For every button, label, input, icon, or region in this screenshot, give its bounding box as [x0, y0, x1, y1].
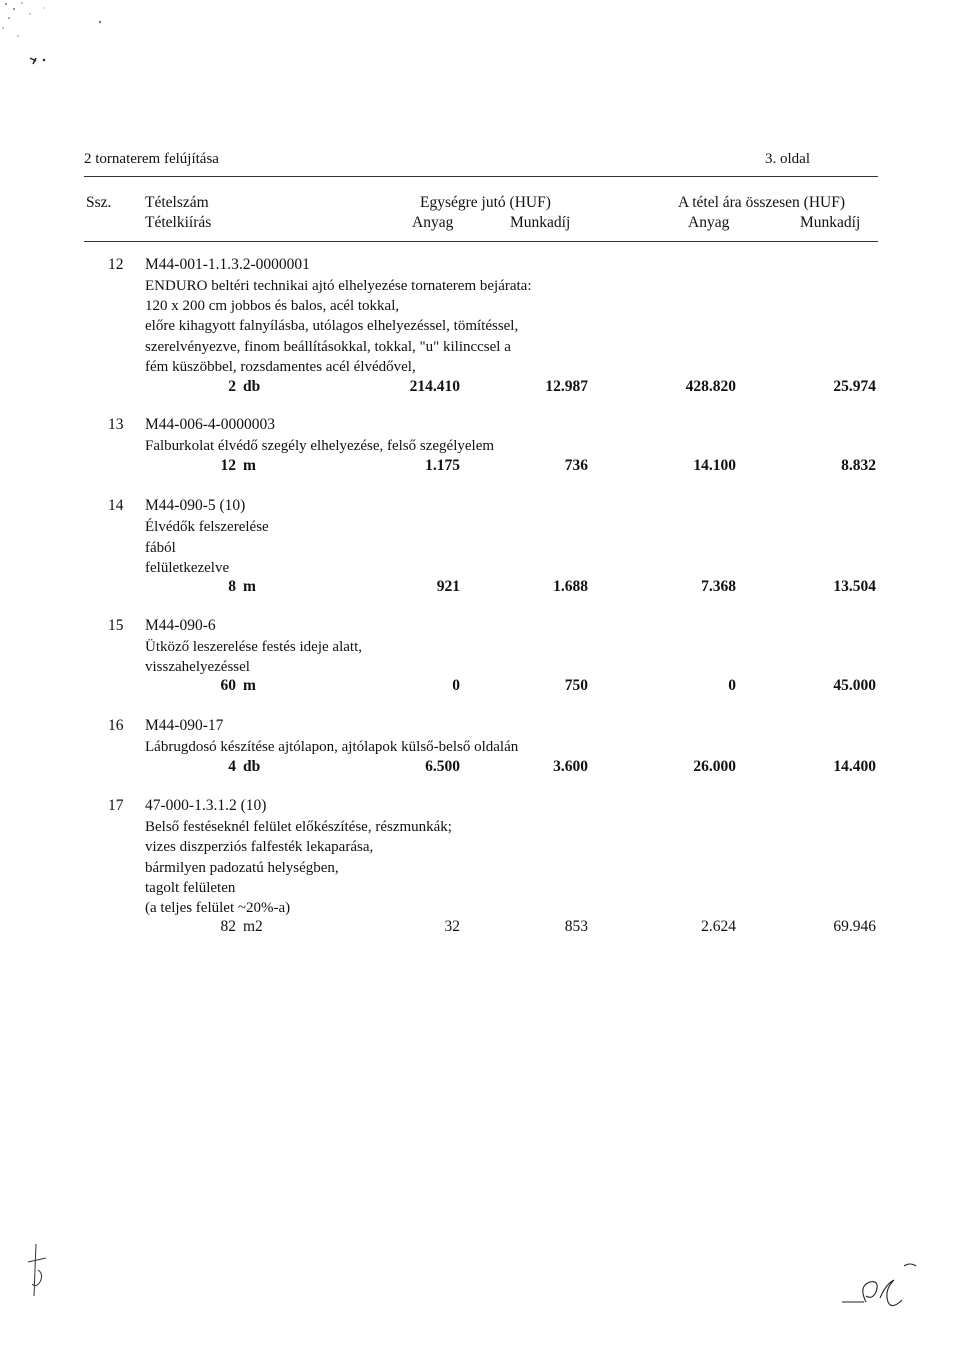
- unit-material-price: 214.410: [409, 378, 460, 395]
- total-material-price: 428.820: [685, 378, 736, 395]
- item-description-line: vizes diszperziós falfesték lekaparása,: [145, 839, 374, 855]
- item-description-line: bármilyen padozatú helységben,: [145, 860, 339, 876]
- col-header-total-material: Anyag: [688, 214, 730, 231]
- item-quantity: 8: [228, 578, 236, 595]
- total-labour-price: 69.946: [833, 918, 876, 935]
- col-header-total-labour: Munkadíj: [800, 214, 861, 231]
- unit-labour-price: 750: [564, 677, 588, 694]
- col-header-item-code: Tételszám: [145, 194, 209, 211]
- document-title: 2 tornaterem felújítása: [84, 151, 219, 167]
- item-description-line: tagolt felületen: [145, 880, 236, 896]
- column-header-rule: [84, 241, 878, 242]
- unit-material-price: 1.175: [425, 457, 460, 474]
- item-unit: m: [243, 457, 256, 474]
- item-code: M44-090-5 (10): [145, 497, 246, 514]
- item-unit: m: [243, 677, 256, 694]
- col-header-no: Ssz.: [86, 194, 112, 211]
- item-quantity: 82: [220, 918, 236, 935]
- item-number: 12: [108, 256, 124, 273]
- total-material-price: 0: [728, 677, 736, 694]
- total-labour-price: 25.974: [833, 378, 876, 395]
- unit-material-price: 32: [444, 918, 460, 935]
- item-description-line: felületkezelve: [145, 560, 230, 576]
- total-labour-price: 13.504: [833, 578, 876, 595]
- total-material-price: 2.624: [701, 918, 736, 935]
- item-description-line: ENDURO beltéri technikai ajtó elhelyezése tornaterem bejárata:: [145, 278, 532, 294]
- item-description-line: fából: [145, 540, 176, 556]
- col-header-total-price: A tétel ára összesen (HUF): [678, 194, 846, 211]
- scan-artifact-top-left: [0, 0, 120, 70]
- item-number: 13: [108, 416, 124, 433]
- item-description-line: visszahelyezéssel: [145, 659, 250, 675]
- total-material-price: 14.100: [693, 457, 736, 474]
- item-description-line: 120 x 200 cm jobbos és balos, acél tokkal,: [145, 298, 400, 314]
- item-description-line: Ütköző leszerelése festés ideje alatt,: [145, 639, 362, 655]
- item-number: 15: [108, 617, 124, 634]
- item-unit: m2: [243, 918, 263, 935]
- item-code: M44-001-1.1.3.2-0000001: [145, 256, 310, 273]
- total-material-price: 26.000: [693, 758, 736, 775]
- item-number: 17: [108, 797, 124, 814]
- item-description-line: szerelvényezve, finom beállításokkal, tokkal, "u" kilinccsel a: [145, 339, 511, 355]
- item-number: 16: [108, 717, 124, 734]
- item-description-line: Élvédők felszerelése: [145, 519, 269, 535]
- total-labour-price: 14.400: [833, 758, 876, 775]
- handwritten-signature: [840, 1262, 920, 1322]
- col-header-unit-material: Anyag: [412, 214, 454, 231]
- item-unit: db: [243, 758, 261, 775]
- item-number: 14: [108, 497, 124, 514]
- unit-labour-price: 12.987: [545, 378, 588, 395]
- col-header-unit-labour: Munkadíj: [510, 214, 571, 231]
- item-description-line: Belső festéseknél felület előkészítése, részmunkák;: [145, 819, 452, 835]
- handwritten-initial-left: [22, 1240, 52, 1300]
- total-labour-price: 45.000: [833, 677, 876, 694]
- total-labour-price: 8.832: [841, 457, 876, 474]
- unit-labour-price: 3.600: [553, 758, 588, 775]
- page-number: 3. oldal: [765, 151, 810, 167]
- unit-material-price: 6.500: [425, 758, 460, 775]
- item-quantity: 60: [220, 677, 236, 694]
- item-code: 47-000-1.3.1.2 (10): [145, 797, 267, 814]
- unit-material-price: 921: [436, 578, 460, 595]
- col-header-item-desc: Tételkiírás: [145, 214, 212, 231]
- total-material-price: 7.368: [701, 578, 736, 595]
- item-unit: m: [243, 578, 256, 595]
- item-description-line: (a teljes felület ~20%-a): [145, 900, 291, 916]
- item-description-line: fém küszöbbel, rozsdamentes acél élvédővel,: [145, 359, 416, 375]
- item-description-line: Falburkolat élvédő szegély elhelyezése, felső szegélyelem: [145, 438, 495, 454]
- item-description-line: előre kihagyott falnyílásba, utólagos elhelyezéssel, tömítéssel,: [145, 318, 519, 334]
- col-header-unit-price: Egységre jutó (HUF): [420, 194, 551, 211]
- item-code: M44-006-4-0000003: [145, 416, 276, 433]
- unit-material-price: 0: [452, 677, 460, 694]
- item-quantity: 12: [220, 457, 236, 474]
- item-code: M44-090-6: [145, 617, 216, 634]
- item-quantity: 4: [228, 758, 236, 775]
- item-code: M44-090-17: [145, 717, 224, 734]
- item-unit: db: [243, 378, 261, 395]
- unit-labour-price: 736: [564, 457, 588, 474]
- unit-labour-price: 1.688: [553, 578, 588, 595]
- item-quantity: 2: [228, 378, 236, 395]
- header-rule: [84, 176, 878, 177]
- unit-labour-price: 853: [564, 918, 588, 935]
- item-description-line: Lábrugdosó készítése ajtólapon, ajtólapok külső-belső oldalán: [145, 739, 519, 755]
